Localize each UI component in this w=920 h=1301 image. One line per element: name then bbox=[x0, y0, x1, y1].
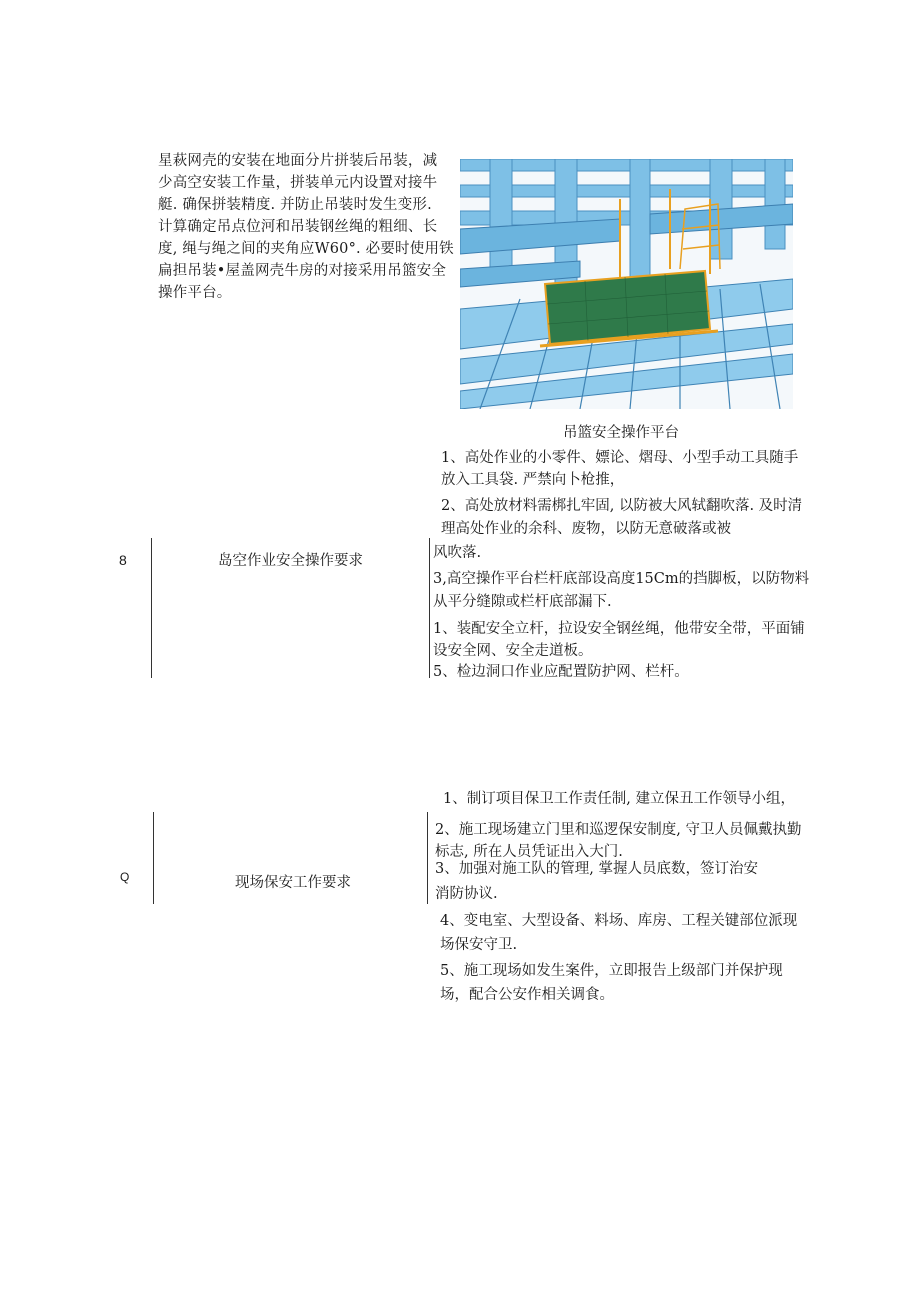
figure-caption: 吊篮安全操作平台 bbox=[563, 425, 679, 441]
list-item: 1、高处作业的小零件、嫖论、熠母、小型手动工具随手 bbox=[441, 450, 799, 466]
section-title: 岛空作业安全操作要求 bbox=[218, 553, 363, 569]
list-item: 风吹落. bbox=[433, 545, 482, 561]
list-item: 1、制订项目保卫工作责任制, 建立保丑工作领导小组， bbox=[443, 791, 795, 807]
list-item: 场，配合公安作相关调食。 bbox=[440, 987, 614, 1003]
table-divider bbox=[151, 538, 152, 678]
intro-line: 星萩网壳的安装在地面分片拼装后吊装，减 bbox=[158, 153, 438, 169]
section-number: Q bbox=[120, 870, 130, 884]
table-divider bbox=[427, 812, 428, 904]
intro-line: 扁担吊装•屋盖网壳牛房的对接采用吊篮安全 bbox=[158, 263, 447, 279]
hanging-basket-illustration bbox=[460, 159, 793, 409]
intro-line: 少高空安装工作量，拼装单元内设置对接牛 bbox=[158, 175, 438, 191]
list-item: 5、检边洞口作业应配置防护网、栏杆。 bbox=[433, 664, 689, 680]
list-item: 3、加强对施工队的管理, 掌握人员底数，签订治安 bbox=[435, 861, 758, 877]
list-item: 2、高处放材料需梆扎牢固, 以防被大风轼翻吹落. 及时清 bbox=[441, 498, 803, 514]
list-item: 理高处作业的余科、废物，以防无意破落或被 bbox=[441, 521, 731, 537]
list-item: 消防协议. bbox=[435, 886, 498, 902]
list-item: 从平分缝隙或栏杆底部漏下. bbox=[433, 594, 612, 610]
list-item: 场保安守卫. bbox=[440, 937, 518, 953]
list-item: 标志, 所在人员凭证出入大门. bbox=[435, 844, 623, 860]
list-item: 1、装配安全立杆，拉设安全钢丝绳，他带安全带，平面铺 bbox=[433, 621, 805, 637]
intro-line: 艇. 确保拼装精度. 并防止吊装时发生变形. bbox=[158, 197, 432, 213]
intro-line: 计算确定吊点位河和吊装钢丝绳的粗细、长 bbox=[158, 219, 438, 235]
table-divider bbox=[153, 812, 154, 904]
list-item: 设安全网、安全走道板。 bbox=[433, 643, 593, 659]
section-title: 现场保安工作要求 bbox=[235, 875, 351, 891]
hanging-basket-svg bbox=[460, 159, 793, 409]
intro-line: 度, 绳与绳之间的夹角应W60°. 必要时使用铁 bbox=[158, 241, 454, 257]
intro-paragraph bbox=[158, 150, 454, 304]
list-item: 3,高空操作平台栏杆底部设高度15Cm的挡脚板，以防物料 bbox=[433, 571, 810, 587]
list-item: 放入工具袋. 严禁向卜枪推， bbox=[441, 472, 625, 488]
list-item: 4、变电室、大型设备、料场、库房、工程关键部位派现 bbox=[440, 913, 798, 929]
table-divider bbox=[429, 538, 430, 678]
list-item: 2、施工现场建立门里和巡逻保安制度, 守卫人员佩戴执勤 bbox=[435, 822, 802, 838]
intro-line: 操作平台。 bbox=[158, 285, 232, 301]
list-item: 5、施工现场如发生案件，立即报告上级部门并保护现 bbox=[440, 963, 783, 979]
section-number: 8 bbox=[119, 552, 127, 568]
